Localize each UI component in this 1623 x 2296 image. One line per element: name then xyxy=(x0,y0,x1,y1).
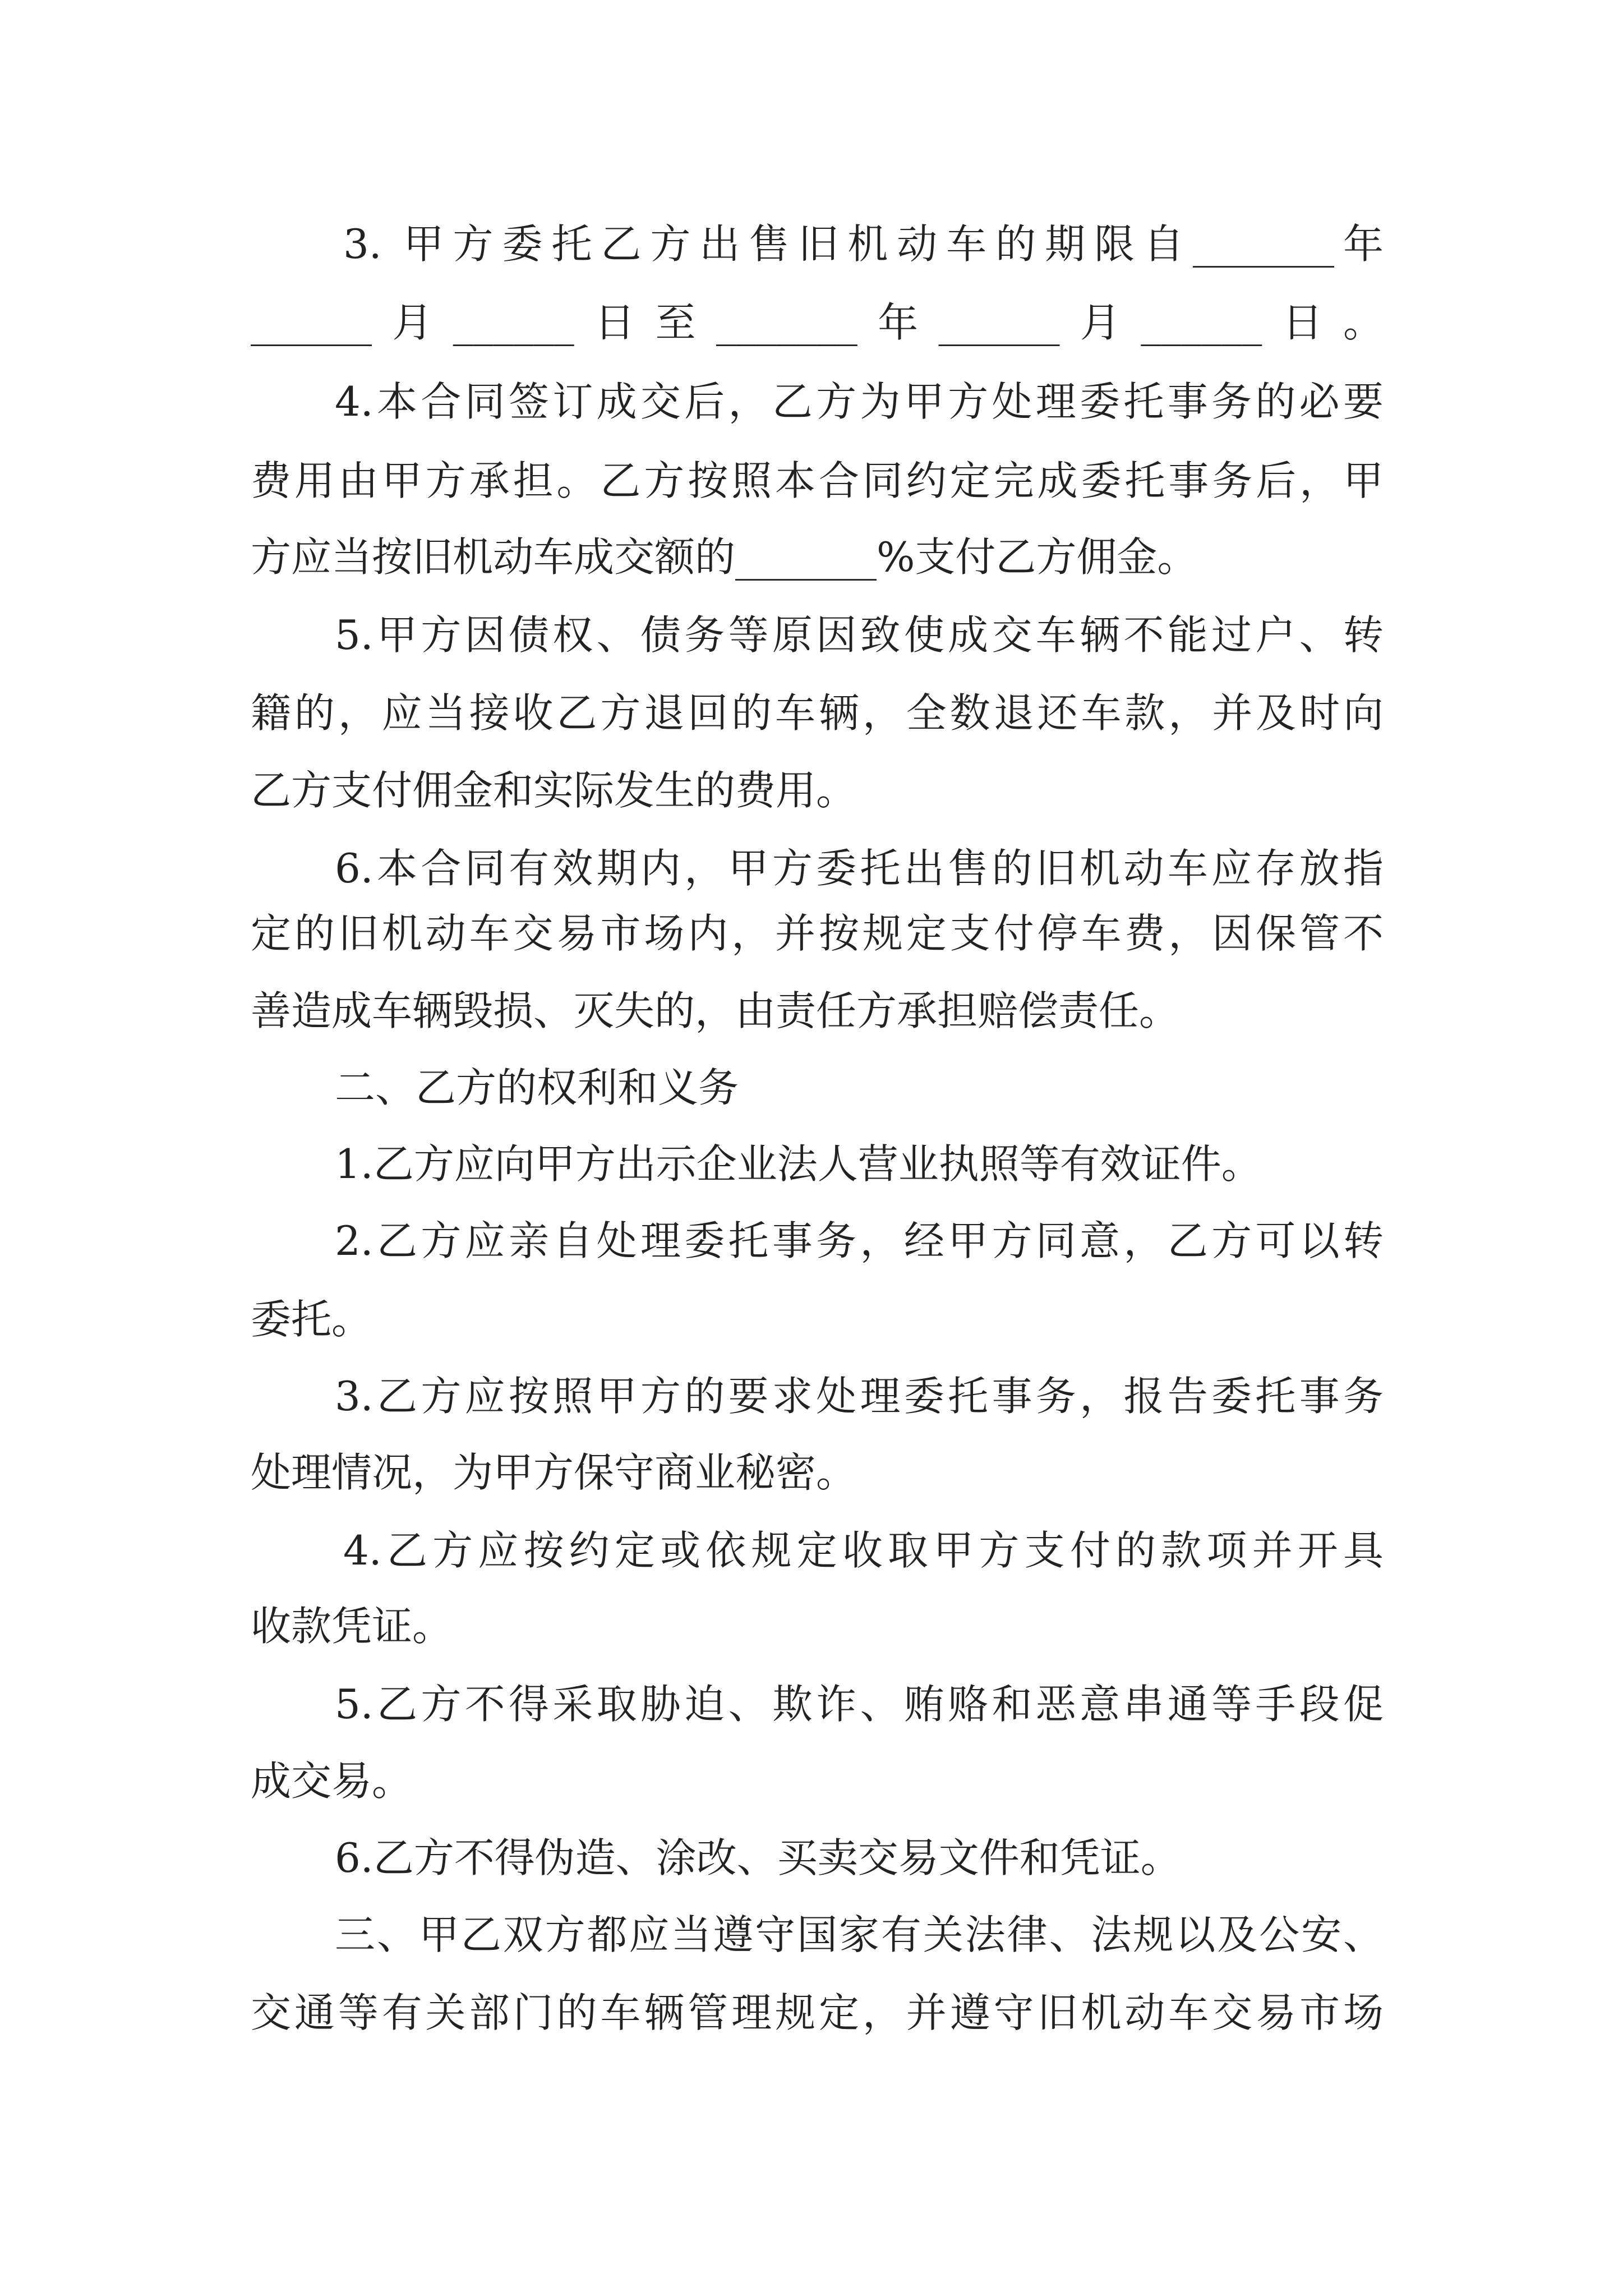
paragraph-line: 善造成车辆毁损、灭失的，由责任方承担赔偿责任。 xyxy=(251,987,1180,1034)
paragraph-line: ______月______日至_______年______月______日。 xyxy=(251,299,1384,346)
paragraph-line: 6.本合同有效期内，甲方委托出售的旧机动车应存放指 xyxy=(335,845,1384,892)
paragraph-line: 籍的，应当接收乙方退回的车辆，全数退还车款，并及时向 xyxy=(251,689,1384,737)
paragraph-line: 费用由甲方承担。乙方按照本合同约定完成委托事务后，甲 xyxy=(251,457,1384,504)
paragraph-line: 乙方支付佣金和实际发生的费用。 xyxy=(251,767,857,814)
paragraph-line: 2.乙方应亲自处理委托事务，经甲方同意，乙方可以转 xyxy=(335,1217,1384,1264)
paragraph-line: 处理情况，为甲方保守商业秘密。 xyxy=(251,1449,857,1496)
paragraph-line: 4.乙方应按约定或依规定收取甲方支付的款项并开具 xyxy=(343,1527,1384,1574)
paragraph-line: 6.乙方不得伪造、涂改、买卖交易文件和凭证。 xyxy=(335,1834,1181,1881)
paragraph-line: 5.甲方因债权、债务等原因致使成交车辆不能过户、转 xyxy=(335,611,1384,659)
section-heading: 二、乙方的权利和义务 xyxy=(335,1064,739,1111)
paragraph-line: 5.乙方不得采取胁迫、欺诈、贿赂和恶意串通等手段促 xyxy=(335,1681,1384,1728)
paragraph-line: 定的旧机动车交易市场内，并按规定支付停车费，因保管不 xyxy=(251,910,1384,957)
paragraph-line: 收款凭证。 xyxy=(251,1603,453,1650)
section-heading: 三、甲乙双方都应当遵守国家有关法律、法规以及公安、 xyxy=(335,1911,1384,1958)
paragraph-line: 4.本合同签订成交后，乙方为甲方处理委托事务的必要 xyxy=(335,378,1384,425)
paragraph-line: 3. 甲方委托乙方出售旧机动车的期限自_______年 xyxy=(343,220,1384,268)
paragraph-line: 1.乙方应向甲方出示企业法人营业执照等有效证件。 xyxy=(335,1140,1262,1188)
paragraph-line: 3.乙方应按照甲方的要求处理委托事务，报告委托事务 xyxy=(335,1373,1384,1420)
paragraph-line: 交通等有关部门的车辆管理规定，并遵守旧机动车交易市场 xyxy=(251,1989,1384,2036)
paragraph-line: 成交易。 xyxy=(251,1757,413,1805)
paragraph-line: 方应当按旧机动车成交额的_______%支付乙方佣金。 xyxy=(251,533,1198,581)
paragraph-line: 委托。 xyxy=(251,1296,372,1343)
